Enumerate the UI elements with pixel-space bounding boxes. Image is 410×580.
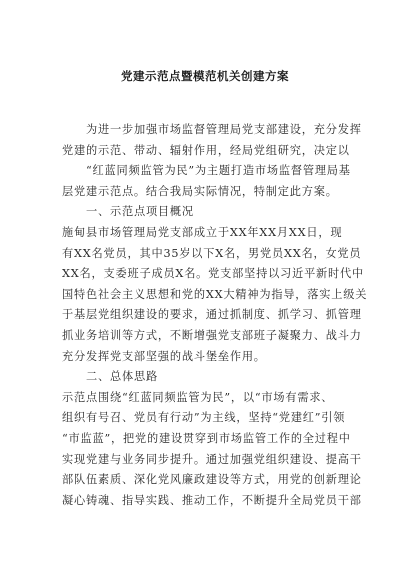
section-heading: 二、总体思路: [86, 370, 158, 384]
paragraph-line: 有XX名党员，其中35岁以下X名，男党员XX名，女党员: [62, 246, 362, 260]
paragraph-line: 于基层党组织建设的要求，通过抓制度、抓学习、抓管理: [62, 308, 362, 322]
paragraph-line: “红蓝同频监管为民”为主题打造市场监督管理局基: [86, 164, 351, 178]
paragraph-line: “市监蓝”，把党的建设贯穿到市场监管工作的全过程中: [62, 431, 351, 445]
paragraph-line: 部队伍素质、深化党风廉政建设等方式，用党的创新理论: [62, 473, 362, 487]
document-title: 党建示范点暨模范机关创建方案: [121, 69, 289, 83]
section-heading: 一、示范点项目概况: [86, 205, 194, 219]
paragraph-line: 施甸县市场管理局党支部成立于XX年XX月XX日，现: [62, 225, 343, 239]
paragraph-line: 党建的示范、带动、辐射作用，经局党组研究，决定以: [62, 143, 350, 157]
paragraph-line: 国特色社会主义思想和党的XX大精神为指导，落实上级关: [62, 287, 368, 301]
document-body: [62, 120, 368, 511]
paragraph-line: 示范点围绕“红蓝同频监管为民”，以“市场有需求、: [62, 390, 334, 404]
paragraph-line: 层党建示范点。结合我局实际情况，特制定此方案。: [62, 184, 338, 198]
paragraph-line: 实现党建与业务同步提升。通过加强党组织建设、提高干: [62, 452, 362, 466]
paragraph-line: 充分发挥党支部坚强的战斗堡垒作用。: [62, 349, 266, 363]
paragraph-line: 组织有号召、党员有行动”为主线，坚持“党建红”引领: [62, 411, 346, 425]
paragraph-line: 抓业务培训等方式，不断增强党支部班子凝聚力、战斗力: [62, 328, 362, 342]
paragraph-line: XX名，支委班子成员X名。党支部坚持以习近平新时代中: [62, 267, 365, 281]
paragraph-line: 凝心铸魂、指导实践、推动工作，不断提升全局党员干部: [62, 493, 362, 507]
paragraph-line: 为进一步加强市场监督管理局党支部建设，充分发挥: [86, 123, 362, 136]
